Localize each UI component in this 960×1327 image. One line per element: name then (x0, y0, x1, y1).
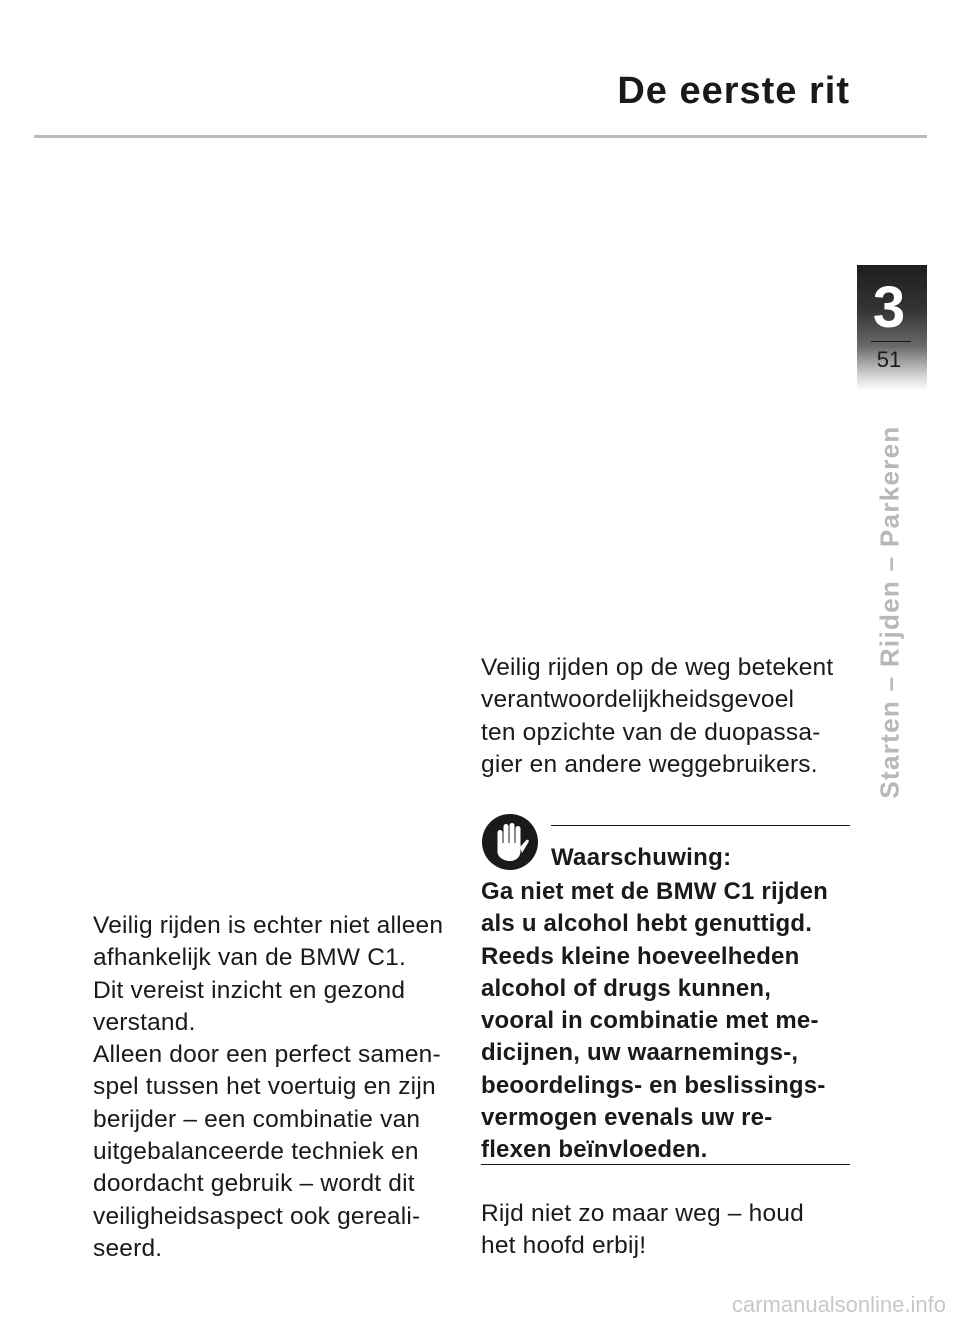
text-line: als u alcohol hebt genuttigd. (481, 910, 813, 938)
text-line: Reeds kleine hoeveelheden (481, 942, 800, 970)
watermark: carmanualsonline.info (731, 1292, 946, 1317)
text-line: beoordelings- en beslissings- (481, 1071, 826, 1099)
text-line: Rijd niet zo maar weg – houd (481, 1200, 804, 1227)
header-divider (34, 135, 927, 138)
text-line: gier en andere weggebruikers. (481, 750, 818, 778)
right-intro-text (481, 652, 856, 781)
text-line: flexen beïnvloeden. (481, 1136, 708, 1164)
text-line: dicijnen, uw waarnemings-, (481, 1039, 799, 1067)
text-line: Veilig rijden op de weg betekent (481, 654, 834, 681)
text-line: Alleen door een perfect samen- (93, 1041, 441, 1069)
stop-hand-icon (481, 813, 539, 871)
text-line: doordacht gebruik – wordt dit (93, 1170, 415, 1198)
text-line: berijder – een combinatie van (93, 1105, 421, 1133)
text-line: vermogen evenals uw re- (481, 1104, 773, 1132)
text-line: afhankelijk van de BMW C1. (93, 944, 406, 972)
text-line: alcohol of drugs kunnen, (481, 974, 772, 1002)
page-title: De eerste rit (617, 70, 850, 112)
section-label: Starten – Rijden – Parkeren (874, 425, 905, 799)
text-line: Veilig rijden is echter niet alleen (93, 912, 444, 939)
text-line: het hoofd erbij! (481, 1232, 647, 1260)
text-line: Ga niet met de BMW C1 rijden (481, 878, 828, 905)
text-line: veiligheidsaspect ook gereali- (93, 1202, 421, 1230)
text-line: seerd. (93, 1234, 163, 1262)
closing-text (481, 1198, 856, 1263)
text-line: uitgebalanceerde techniek en (93, 1138, 419, 1166)
left-column-text (93, 910, 473, 1265)
chapter-number: 3 (872, 275, 906, 340)
warning-text (481, 876, 861, 1167)
page-number: 51 (876, 347, 902, 372)
chapter-divider (871, 341, 911, 342)
chapter-tab (857, 265, 927, 390)
text-line: Dit vereist inzicht en gezond (93, 976, 406, 1004)
warning-top-rule (551, 825, 850, 826)
warning-heading: Waarschuwing: (551, 844, 732, 871)
text-line: ten opzichte van de duopassa- (481, 718, 821, 746)
text-line: verstand. (93, 1008, 196, 1036)
warning-bottom-rule (481, 1164, 850, 1165)
text-line: spel tussen het voertuig en zijn (93, 1073, 436, 1101)
text-line: verantwoordelijkheidsgevoel (481, 686, 795, 714)
text-line: vooral in combinatie met me- (481, 1007, 819, 1035)
